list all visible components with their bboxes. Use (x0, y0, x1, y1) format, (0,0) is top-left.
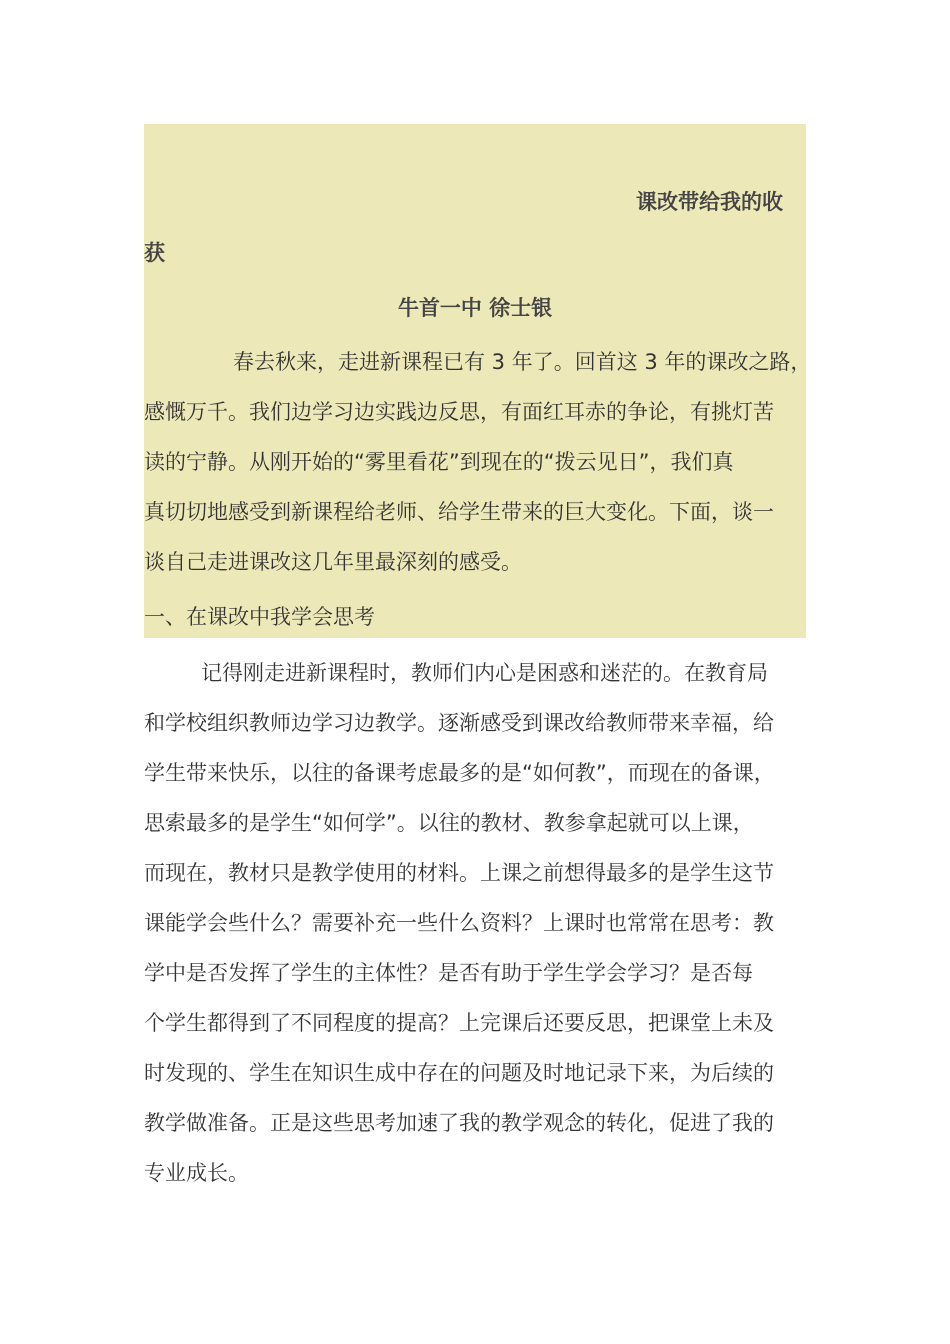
paragraph-line: 和学校组织教师边学习边教学。逐渐感受到课改给教师带来幸福，给 (144, 711, 774, 735)
paragraph-line: 读的宁静。从刚开始的“雾里看花”到现在的“拨云见日”，我们真 (144, 450, 734, 474)
paragraph-line: 时发现的、学生在知识生成中存在的问题及时地记录下来，为后续的 (144, 1061, 774, 1085)
paragraph-line: 谈自己走进课改这几年里最深刻的感受。 (144, 550, 522, 574)
paragraph-line: 春去秋来，走进新课程已有 3 年了。回首这 3 年的课改之路， (233, 350, 812, 374)
paragraph-line: 真切切地感受到新课程给老师、给学生带来的巨大变化。下面，谈一 (144, 500, 774, 524)
paragraph-line: 课能学会些什么？需要补充一些什么资料？上课时也常常在思考：教 (144, 911, 774, 935)
paragraph-line: 教学做准备。正是这些思考加速了我的教学观念的转化，促进了我的 (144, 1111, 774, 1135)
document-title-line-1: 课改带给我的收 (636, 190, 783, 214)
document-title-line-2: 获 (144, 241, 165, 265)
paragraph-line: 记得刚走进新课程时，教师们内心是困惑和迷茫的。在教育局 (201, 661, 768, 685)
paragraph-line: 学生带来快乐，以往的备课考虑最多的是“如何教”，而现在的备课， (144, 761, 775, 785)
paragraph-line: 感慨万千。我们边学习边实践边反思，有面红耳赤的争论，有挑灯苦 (144, 400, 774, 424)
author-line: 牛首一中 徐士银 (397, 296, 553, 320)
section-heading: 一、在课改中我学会思考 (144, 605, 375, 629)
paragraph-line: 个学生都得到了不同程度的提高？上完课后还要反思，把课堂上未及 (144, 1011, 774, 1035)
paragraph-line: 学中是否发挥了学生的主体性？是否有助于学生学会学习？是否每 (144, 961, 753, 985)
paragraph-line: 而现在，教材只是教学使用的材料。上课之前想得最多的是学生这节 (144, 861, 774, 885)
paragraph-line: 专业成长。 (144, 1161, 249, 1185)
paragraph-line: 思索最多的是学生“如何学”。以往的教材、教参拿起就可以上课， (144, 811, 754, 835)
